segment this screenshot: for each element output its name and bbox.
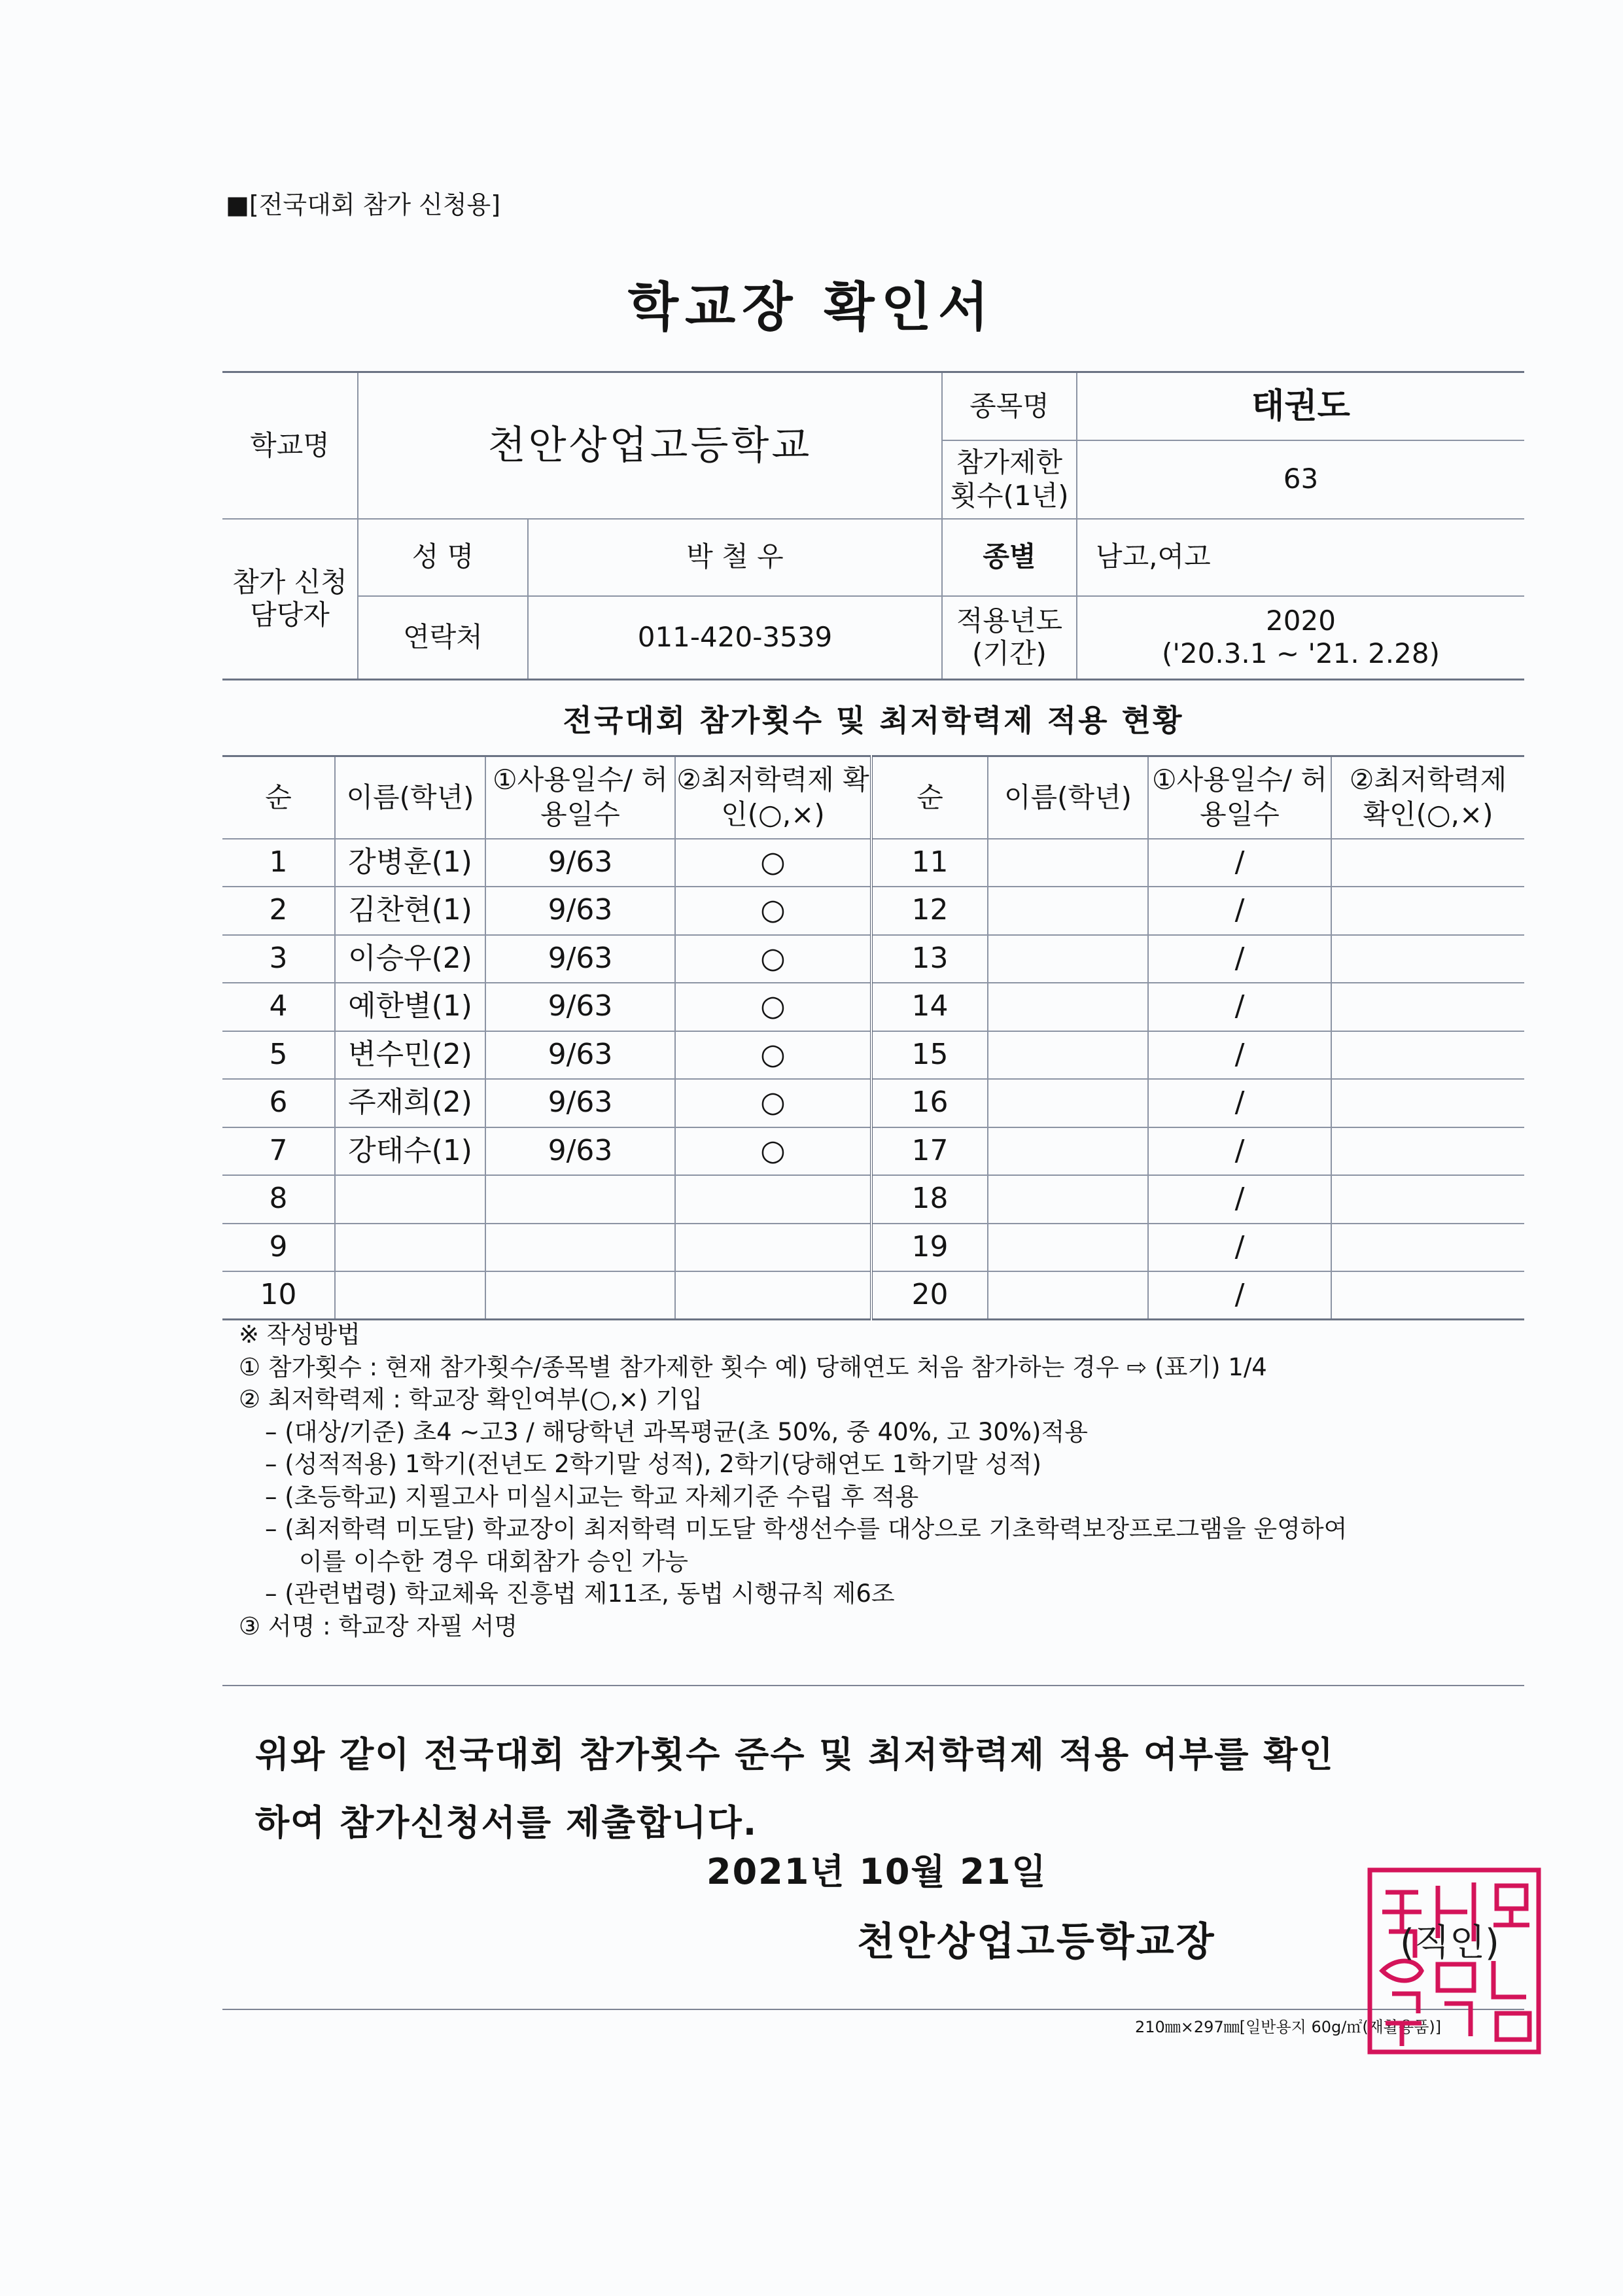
row-number: 19 [871, 1224, 988, 1272]
row-number: 5 [222, 1031, 335, 1080]
academic-check: ○ [675, 839, 871, 887]
table-row [222, 935, 1524, 983]
student-name [988, 839, 1148, 887]
usage-days [485, 1175, 675, 1224]
usage-days: / [1148, 1224, 1331, 1272]
instruction-line: ③ 서명 : 학교장 자필 서명 [239, 1612, 518, 1640]
declaration-line-1: 위와 같이 전국대회 참가횟수 준수 및 최저학력제 적용 여부를 확인 [255, 1734, 1335, 1775]
student-name [988, 1224, 1148, 1272]
academic-check [1331, 1224, 1524, 1272]
usage-days: / [1148, 1271, 1331, 1320]
usage-days: 9/63 [485, 935, 675, 983]
student-name [988, 1031, 1148, 1080]
event-value: 태권도 [1077, 372, 1524, 440]
contact-person-label: 참가 신청 담당자 [222, 519, 358, 680]
contact-phone-value: 011-420-3539 [528, 596, 942, 680]
row-number: 1 [222, 839, 335, 887]
application-period-value: ('20.3.1 ~ '21. 2.28) [1161, 637, 1440, 670]
student-name [988, 983, 1148, 1031]
header-check-left: ②최저학력제 확인(○,×) [675, 756, 871, 839]
row-number: 3 [222, 935, 335, 983]
table-row [222, 1127, 1524, 1176]
row-number: 12 [871, 887, 988, 935]
student-name [988, 935, 1148, 983]
student-name [988, 1271, 1148, 1320]
school-name-label: 학교명 [222, 372, 358, 519]
usage-days: / [1148, 1175, 1331, 1224]
student-name: 주재희(2) [335, 1079, 485, 1127]
academic-check [675, 1271, 871, 1320]
header-usage-right: ①사용일수/ 허용일수 [1148, 756, 1331, 839]
divider-top [222, 1685, 1524, 1686]
student-name [335, 1175, 485, 1224]
document-tag: ■[전국대회 참가 신청용] [226, 190, 501, 219]
academic-check [1331, 1127, 1524, 1176]
header-name-right: 이름(학년) [988, 756, 1148, 839]
application-year-label: 적용년도 (기간) [942, 596, 1077, 680]
usage-days: / [1148, 1031, 1331, 1080]
usage-days: 9/63 [485, 983, 675, 1031]
student-name: 김찬현(1) [335, 887, 485, 935]
instruction-line: – (초등학교) 지필고사 미실시교는 학교 자체기준 수립 후 적용 [265, 1482, 919, 1511]
row-number: 17 [871, 1127, 988, 1176]
instruction-line: – (최저학력 미도달) 학교장이 최저학력 미도달 학생선수를 대상으로 기초학력보장프로그램을 운영하여 [265, 1515, 1348, 1543]
academic-check [675, 1224, 871, 1272]
status-rows [222, 839, 1524, 1320]
issue-date: 2021년 10월 21일 [707, 1851, 1047, 1892]
header-no-right: 순 [871, 756, 988, 839]
table-row [222, 1031, 1524, 1080]
usage-days [485, 1224, 675, 1272]
student-name [988, 1079, 1148, 1127]
declaration-text [255, 1721, 1498, 1857]
usage-days: 9/63 [485, 839, 675, 887]
student-name: 이승우(2) [335, 935, 485, 983]
student-name [335, 1224, 485, 1272]
row-number: 14 [871, 983, 988, 1031]
academic-check [1331, 1031, 1524, 1080]
event-label: 종목명 [942, 372, 1077, 440]
status-table [222, 755, 1524, 1320]
academic-check [1331, 839, 1524, 887]
row-number: 16 [871, 1079, 988, 1127]
academic-check: ○ [675, 1079, 871, 1127]
info-table [222, 371, 1524, 680]
instruction-line: ① 참가횟수 : 현재 참가횟수/종목별 참가제한 횟수 예) 당해연도 처음 참가하는 경우 ⇨ (표기) 1/4 [239, 1352, 1267, 1381]
header-check-right: ②최저학력제 확인(○,×) [1331, 756, 1524, 839]
writing-instructions [239, 1318, 1521, 1642]
usage-days: / [1148, 1127, 1331, 1176]
row-number: 4 [222, 983, 335, 1031]
row-number: 7 [222, 1127, 335, 1176]
header-usage-left: ①사용일수/ 허용일수 [485, 756, 675, 839]
header-no-left: 순 [222, 756, 335, 839]
usage-days: / [1148, 983, 1331, 1031]
status-section-title: 전국대회 참가횟수 및 최저학력제 적용 현황 [563, 703, 1184, 738]
academic-check: ○ [675, 1127, 871, 1176]
instruction-line: – (대상/기준) 초4 ~고3 / 해당학년 과목평균(초 50%, 중 40%, 고 30%)적용 [265, 1417, 1088, 1446]
row-number: 9 [222, 1224, 335, 1272]
student-name: 변수민(2) [335, 1031, 485, 1080]
row-number: 6 [222, 1079, 335, 1127]
row-number: 18 [871, 1175, 988, 1224]
table-row [222, 887, 1524, 935]
academic-check: ○ [675, 887, 871, 935]
usage-days: / [1148, 839, 1331, 887]
academic-check [1331, 1079, 1524, 1127]
academic-check [1331, 1175, 1524, 1224]
usage-days [485, 1271, 675, 1320]
row-number: 10 [222, 1271, 335, 1320]
academic-check: ○ [675, 935, 871, 983]
usage-days: 9/63 [485, 887, 675, 935]
usage-days: 9/63 [485, 1079, 675, 1127]
row-number: 8 [222, 1175, 335, 1224]
divider-bottom [222, 2009, 1524, 2010]
row-number: 15 [871, 1031, 988, 1080]
instruction-line: ※ 작성방법 [239, 1320, 360, 1349]
principal-name: 천안상업고등학교장 [857, 1919, 1216, 1965]
student-name: 강병훈(1) [335, 839, 485, 887]
participation-limit-label: 참가제한 횟수(1년) [942, 440, 1077, 519]
table-row [222, 983, 1524, 1031]
instruction-line: – (관련법령) 학교체육 진흥법 제11조, 동법 시행규칙 제6조 [265, 1580, 895, 1608]
academic-check: ○ [675, 1031, 871, 1080]
table-row [222, 1224, 1524, 1272]
row-number: 13 [871, 935, 988, 983]
student-name [988, 887, 1148, 935]
school-name-value: 천안상업고등학교 [358, 372, 942, 519]
academic-check: ○ [675, 983, 871, 1031]
instruction-line: 이를 이수한 경우 대회참가 승인 가능 [299, 1547, 688, 1576]
usage-days: / [1148, 887, 1331, 935]
table-row [222, 1079, 1524, 1127]
instruction-line: – (성적적용) 1학기(전년도 2학기말 성적), 2학기(당해연도 1학기말 성적) [265, 1450, 1041, 1478]
document-title: 학교장 확인서 [627, 277, 996, 338]
student-name [335, 1271, 485, 1320]
academic-check [1331, 935, 1524, 983]
student-name: 강태수(1) [335, 1127, 485, 1176]
contact-name-value: 박 철 우 [528, 519, 942, 596]
participation-limit-value: 63 [1077, 440, 1524, 519]
table-row [222, 1271, 1524, 1320]
table-row [222, 1175, 1524, 1224]
academic-check [1331, 983, 1524, 1031]
contact-phone-label: 연락처 [358, 596, 528, 680]
usage-days: 9/63 [485, 1127, 675, 1176]
application-year-value: 2020 [1266, 604, 1336, 637]
category-value: 남고,여고 [1077, 519, 1524, 596]
table-row [222, 839, 1524, 887]
category-label: 종별 [942, 519, 1077, 596]
academic-check [1331, 1271, 1524, 1320]
academic-check [675, 1175, 871, 1224]
row-number: 2 [222, 887, 335, 935]
student-name: 예한별(1) [335, 983, 485, 1031]
usage-days: / [1148, 1079, 1331, 1127]
row-number: 11 [871, 839, 988, 887]
contact-name-label: 성 명 [358, 519, 528, 596]
paper-spec-footnote: 210㎜×297㎜[일반용지 60g/㎡(재활용품)] [1135, 2018, 1442, 2036]
row-number: 20 [871, 1271, 988, 1320]
usage-days: / [1148, 935, 1331, 983]
instruction-line: ② 최저학력제 : 학교장 확인여부(○,×) 기입 [239, 1385, 703, 1413]
application-year-cell [1077, 596, 1524, 680]
student-name [988, 1127, 1148, 1176]
header-name-left: 이름(학년) [335, 756, 485, 839]
student-name [988, 1175, 1148, 1224]
declaration-line-2: 하여 참가신청서를 제출합니다. [255, 1802, 758, 1843]
academic-check [1331, 887, 1524, 935]
seal-label: (직인) [1400, 1922, 1499, 1964]
usage-days: 9/63 [485, 1031, 675, 1080]
